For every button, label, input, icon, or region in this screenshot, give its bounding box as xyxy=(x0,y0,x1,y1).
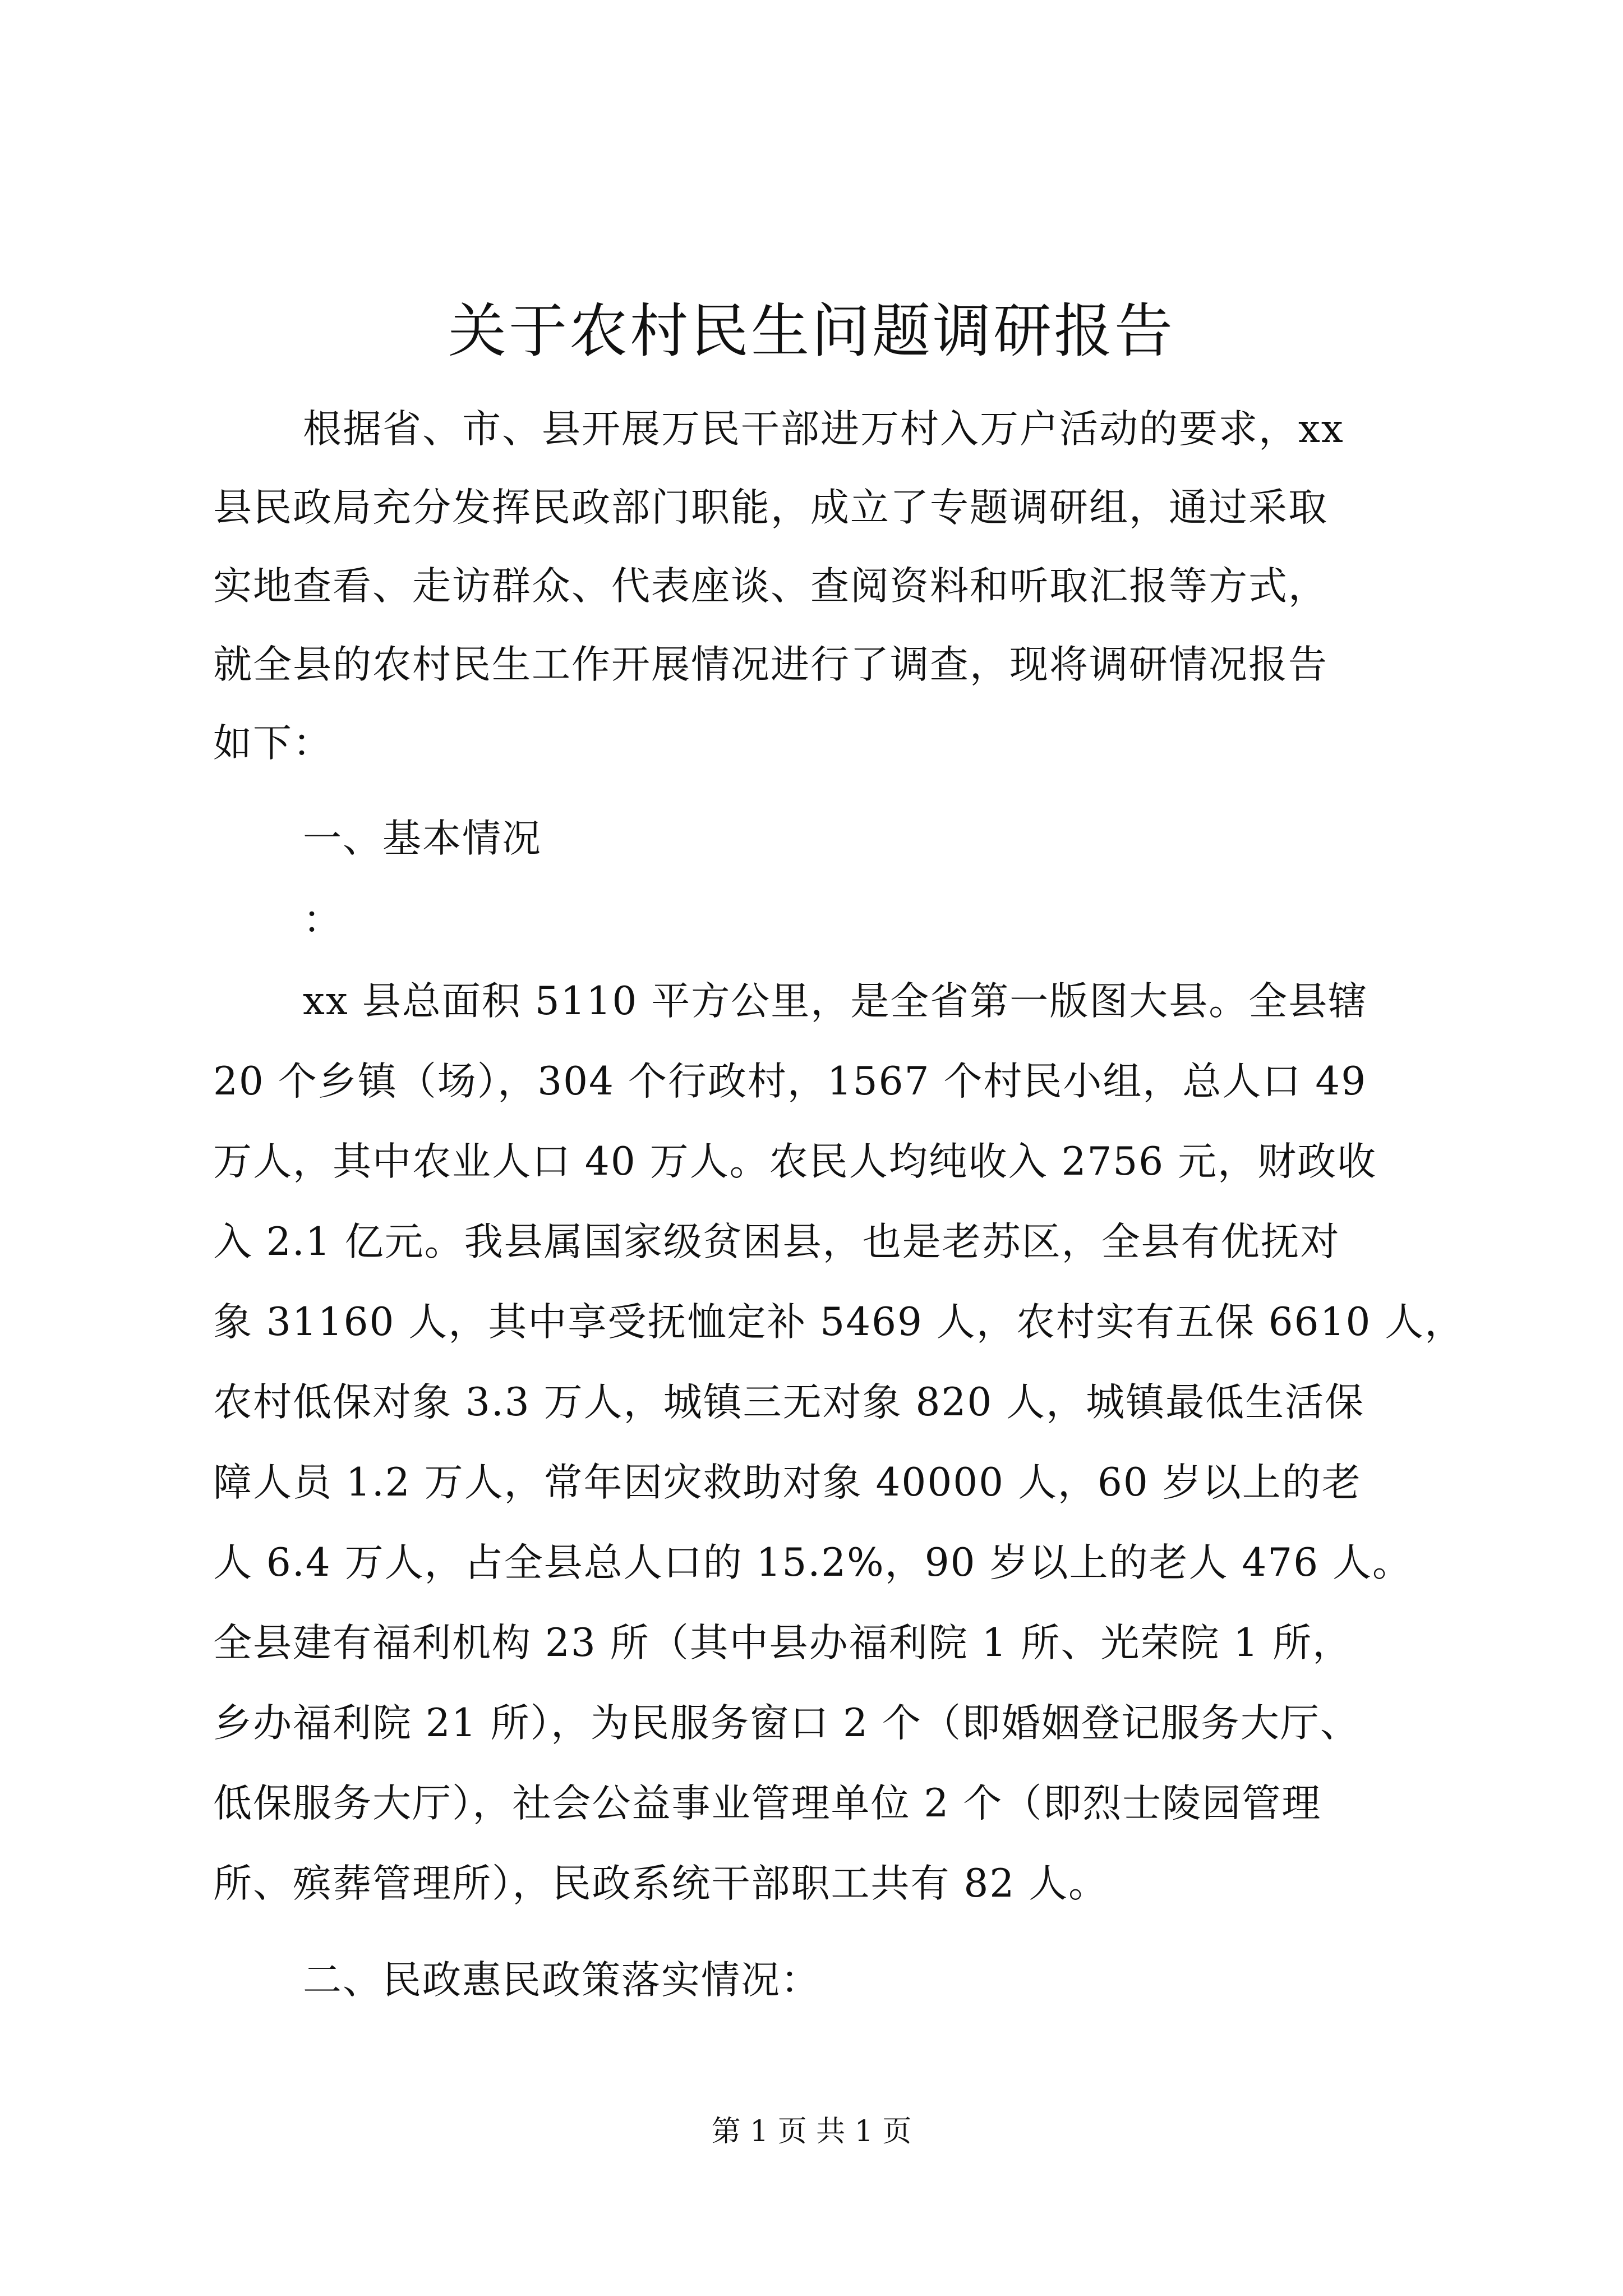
intro-line: 根据省、市、县开展万民干部进万村入万户活动的要求，xx xyxy=(303,407,1344,452)
document-title: 关于农村民生问题调研报告 xyxy=(448,297,1175,365)
body-line: 障人员 1.2 万人，常年因灾救助对象 40000 人，60 岁以上的老 xyxy=(213,1460,1362,1505)
section-heading: 一、基本情况 xyxy=(303,816,542,861)
body-line: 人 6.4 万人，占全县总人口的 15.2%，90 岁以上的老人 476 人。 xyxy=(213,1540,1413,1585)
body-line: 入 2.1 亿元。我县属国家级贫困县，也是老苏区，全县有优抚对 xyxy=(213,1220,1340,1264)
body-line: 万人，其中农业人口 40 万人。农民人均纯收入 2756 元，财政收 xyxy=(213,1139,1377,1184)
body-line: xx 县总面积 5110 平方公里，是全省第一版图大县。全县辖 xyxy=(303,979,1368,1024)
intro-line: 实地查看、走访群众、代表座谈、查阅资料和听取汇报等方式， xyxy=(213,564,1328,609)
body-line: 20 个乡镇（场），304 个行政村，1567 个村民小组，总人口 49 xyxy=(213,1059,1367,1104)
body-line: 所、殡葬管理所），民政系统干部职工共有 82 人。 xyxy=(213,1861,1109,1906)
body-line: 低保服务大厅），社会公益事业管理单位 2 个（即烈士陵园管理 xyxy=(213,1781,1322,1826)
body-line: 象 31160 人，其中享受抚恤定补 5469 人，农村实有五保 6610 人， xyxy=(213,1300,1465,1345)
intro-line: 县民政局充分发挥民政部门职能，成立了专题调研组，通过采取 xyxy=(213,485,1328,530)
body-line: 全县建有福利机构 23 所（其中县办福利院 1 所、光荣院 1 所， xyxy=(213,1621,1353,1665)
body-line: 乡办福利院 21 所），为民服务窗口 2 个（即婚姻登记服务大厅、 xyxy=(213,1701,1360,1746)
section-colon: ： xyxy=(303,898,343,942)
intro-line: 就全县的农村民生工作开展情况进行了调查，现将调研情况报告 xyxy=(213,642,1328,687)
section-heading: 二、民政惠民政策落实情况： xyxy=(303,1958,820,2003)
page-footer: 第 1 页 共 1 页 xyxy=(711,2115,912,2148)
body-line: 农村低保对象 3.3 万人，城镇三无对象 820 人，城镇最低生活保 xyxy=(213,1380,1365,1425)
intro-line: 如下： xyxy=(213,721,333,766)
